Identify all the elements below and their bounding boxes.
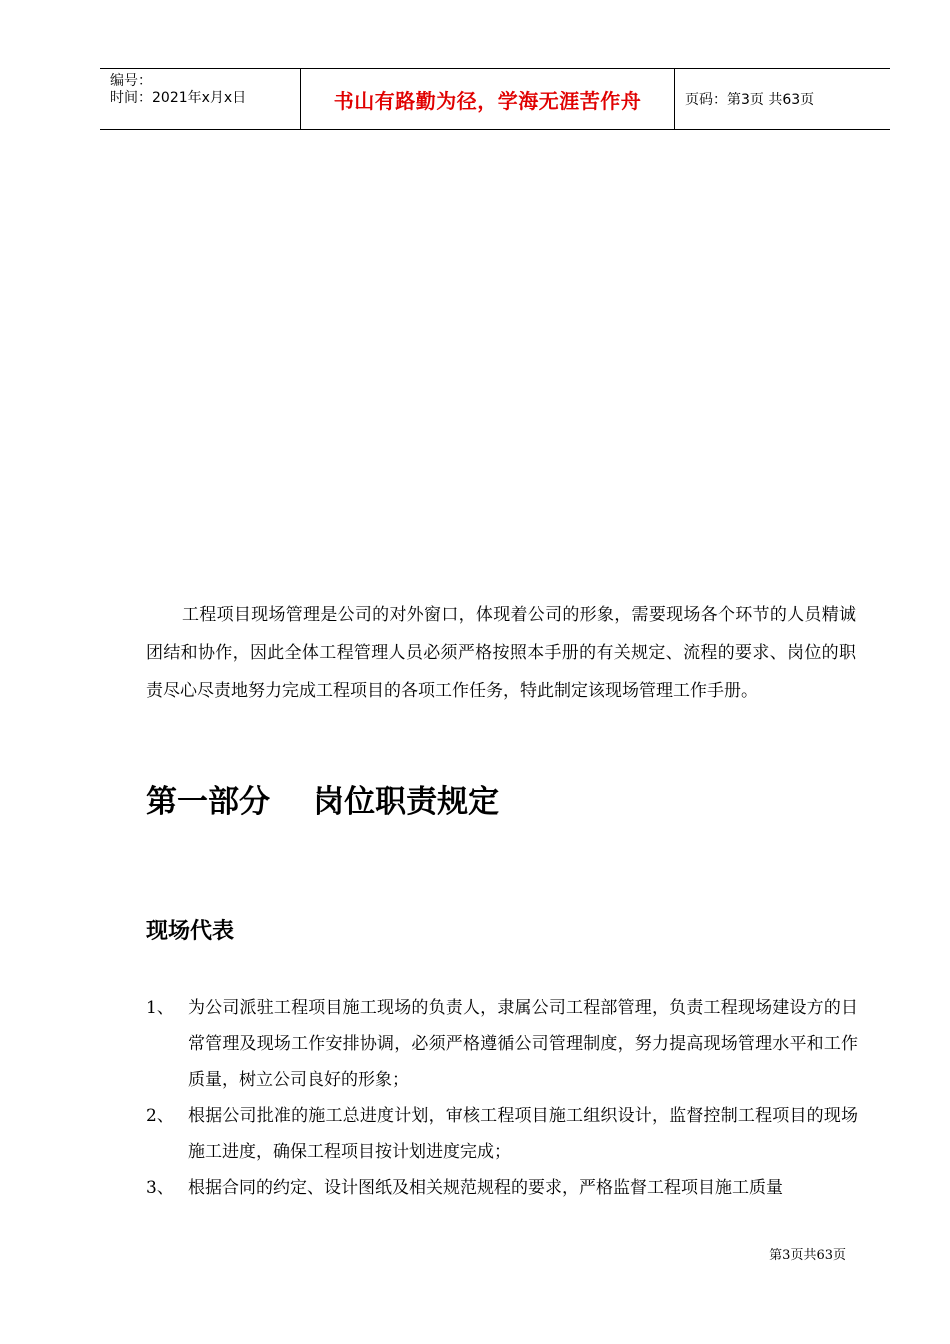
duty-text: 为公司派驻工程项目施工现场的负责人，隶属公司工程部管理，负责工程现场建设方的日常管理及现场工作安排协调，必须严格遵循公司管理制度，努力提高现场管理水平和工作质量，树立公司良好的形象；	[188, 998, 858, 1090]
section-title: 现场代表	[146, 919, 235, 944]
duty-number: 1、	[146, 998, 174, 1018]
header-motto-cell	[301, 69, 675, 129]
duty-text: 根据公司批准的施工总进度计划，审核工程项目施工组织设计，监督控制工程项目的现场施工进度，确保工程项目按计划进度完成；	[188, 1106, 858, 1162]
page-header	[100, 68, 890, 130]
header-motto: 书山有路勤为径，学海无涯苦作舟	[333, 88, 642, 113]
header-meta-cell	[100, 69, 301, 129]
footer-page-info: 第3页共63页	[769, 1248, 846, 1263]
duty-text: 根据合同的约定、设计图纸及相关规范规程的要求，严格监督工程项目施工质量	[188, 1178, 783, 1198]
duty-item	[146, 1098, 858, 1170]
duty-number: 3、	[146, 1178, 174, 1198]
duty-number: 2、	[146, 1106, 174, 1126]
date-label: 时间：2021年x月x日	[110, 90, 247, 106]
part-title: 第一部分 岗位职责规定	[146, 784, 500, 820]
duty-list	[146, 990, 858, 1206]
header-page-info: 页码：第3页 共63页	[685, 92, 815, 108]
duty-item	[146, 1170, 858, 1206]
serial-number-label: 编号：	[110, 73, 152, 89]
page-footer	[769, 1246, 846, 1266]
duty-item	[146, 990, 858, 1098]
intro-paragraph: 工程项目现场管理是公司的对外窗口，体现着公司的形象，需要现场各个环节的人员精诚团结和协作，因此全体工程管理人员必须严格按照本手册的有关规定、流程的要求、岗位的职责尽心尽责地努力完成工程项目的各项工作任务，特此制定该现场管理工作手册。	[146, 605, 856, 701]
header-page-cell	[675, 69, 890, 129]
